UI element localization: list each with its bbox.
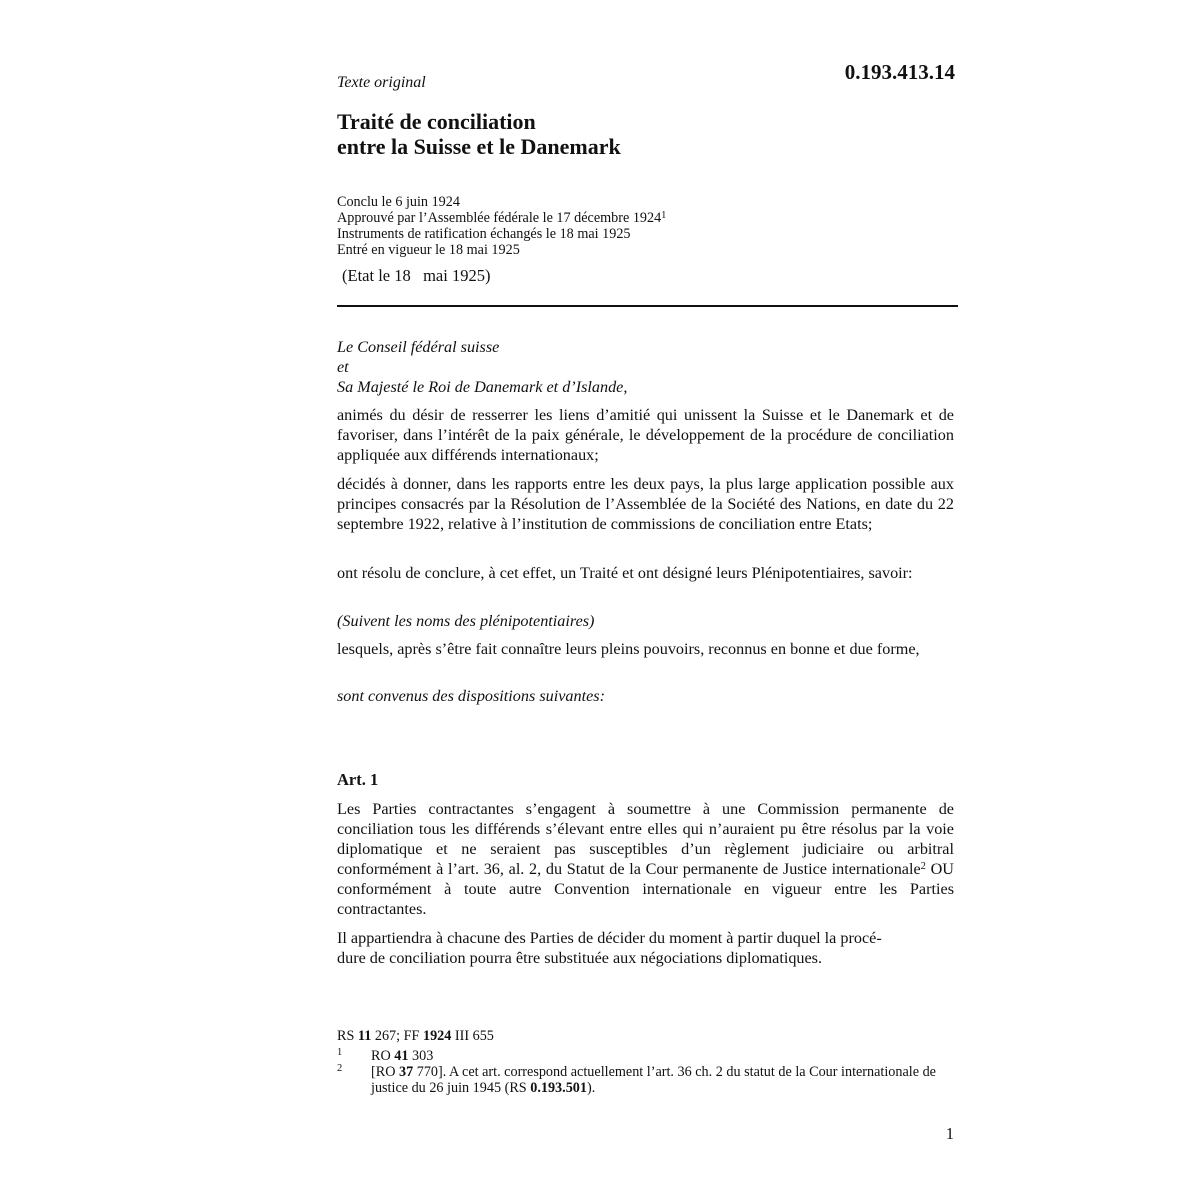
document-title: [337, 109, 621, 159]
article-1-paragraph-1: [337, 799, 954, 919]
footnote-1: [337, 1048, 957, 1064]
page-number: 1: [945, 1124, 954, 1143]
plenipotentiaries-note: (Suivent les noms des plénipotentiaires): [337, 612, 595, 630]
ratification-date: Instruments de ratification échangés le 18 mai 1925: [337, 226, 631, 242]
article-1-heading: Art. 1: [337, 770, 379, 789]
footnote-2-sr-link[interactable]: 0.193.501: [530, 1080, 587, 1096]
state-date: (Etat le 18 mai 1925): [342, 266, 491, 285]
footnote-2-text: [371, 1064, 946, 1096]
footnote-1-prefix: RO: [371, 1048, 395, 1064]
article-1-text-a: Les Parties contractantes s’engagent à soumettre à une Commission permanente de conciliation tous les différends s’élevant entre elles qui n’auraient pu être résolus par la voie diplomatique et ne seraient pas susceptibles d’un règlement judiciaire ou arbitral conformément à l’art. 36, al. 2, du Statut de la Cour permanente de Justice internationale: [337, 800, 954, 878]
original-text-label: Texte original: [337, 74, 426, 91]
preamble-party-2: Sa Majesté le Roi de Danemark et d’Islande,: [337, 378, 628, 396]
article-1-paragraph-2-line-2: dure de conciliation pourra être substituée aux négociations diplomatiques.: [337, 949, 823, 967]
source-volume: 11: [357, 1028, 372, 1044]
preamble-paragraph-3: ont résolu de conclure, à cet effet, un Traité et ont désigné leurs Plénipotentiaires, savoir:: [337, 564, 913, 582]
preamble-paragraph-1: animés du désir de resserrer les liens d’amitié qui unissent la Suisse et le Danemark et de favoriser, dans l’intérêt de la paix générale, le développement de la procédure de conciliation appliquée aux différends internationaux;: [337, 406, 954, 464]
footnote-1-volume: 41: [394, 1048, 409, 1064]
preamble-paragraph-2: décidés à donner, dans les rapports entre les deux pays, la plus large application possible aux principes consacrés par la Résolution de l’Assemblée de la Société des Nations, en date du 22 septembre 1922, relative à l’institution de commissions de conciliation entre Etats;: [337, 475, 954, 533]
source-reference: [337, 1028, 494, 1045]
header-divider: [337, 305, 958, 307]
approval-text: Approuvé par l’Assemblée fédérale le 17 décembre 1924: [337, 210, 662, 226]
footnote-2-mid: 770]. A cet art. correspond actuellement l’art. 36 ch. 2 du statut de la Cour internationale de justice du 26 juin 1945 (RS: [371, 1064, 936, 1096]
footnote-2-prefix: [RO: [371, 1064, 399, 1080]
footnote-2: [337, 1064, 957, 1098]
source-end: III 655: [451, 1028, 494, 1044]
title-line-1: Traité de conciliation: [337, 109, 536, 134]
title-line-2: entre la Suisse et le Danemark: [337, 134, 621, 159]
sr-number: 0.193.413.14: [844, 60, 955, 84]
preamble-and: et: [337, 358, 349, 376]
footnote-2-end: ).: [586, 1080, 596, 1096]
article-1-text-b: OU conformément à toute autre Convention internationale en vigueur entre les Parties contractantes.: [337, 860, 954, 918]
footnote-2-volume: 37: [398, 1064, 414, 1080]
concluded-date: Conclu le 6 juin 1924: [337, 194, 460, 210]
agreed-provisions: sont convenus des dispositions suivantes:: [337, 687, 605, 705]
preamble-party-1: Le Conseil fédéral suisse: [337, 338, 500, 356]
treaty-metadata: [337, 194, 666, 258]
footnote-2-number: 2: [337, 1063, 343, 1074]
source-year: 1924: [422, 1028, 452, 1044]
article-1-paragraph-2: [337, 928, 954, 968]
preamble-paragraph-4: lesquels, après s’être fait connaître leurs pleins pouvoirs, reconnus en bonne et due forme,: [337, 640, 920, 658]
article-1-paragraph-2-line-1: Il appartiendra à chacune des Parties de décider du moment à partir duquel la procé-: [337, 929, 882, 947]
footnote-1-number: 1: [337, 1047, 343, 1058]
footnote-ref-2[interactable]: 2: [920, 861, 926, 872]
footnote-1-page: 303: [408, 1048, 434, 1064]
entry-into-force-date: Entré en vigueur le 18 mai 1925: [337, 242, 520, 258]
source-mid: 267; FF: [371, 1028, 423, 1044]
footnote-1-text: [371, 1048, 946, 1064]
approval-date: [337, 210, 666, 226]
source-prefix: RS: [337, 1028, 358, 1044]
footnote-ref-1[interactable]: 1: [661, 210, 667, 221]
